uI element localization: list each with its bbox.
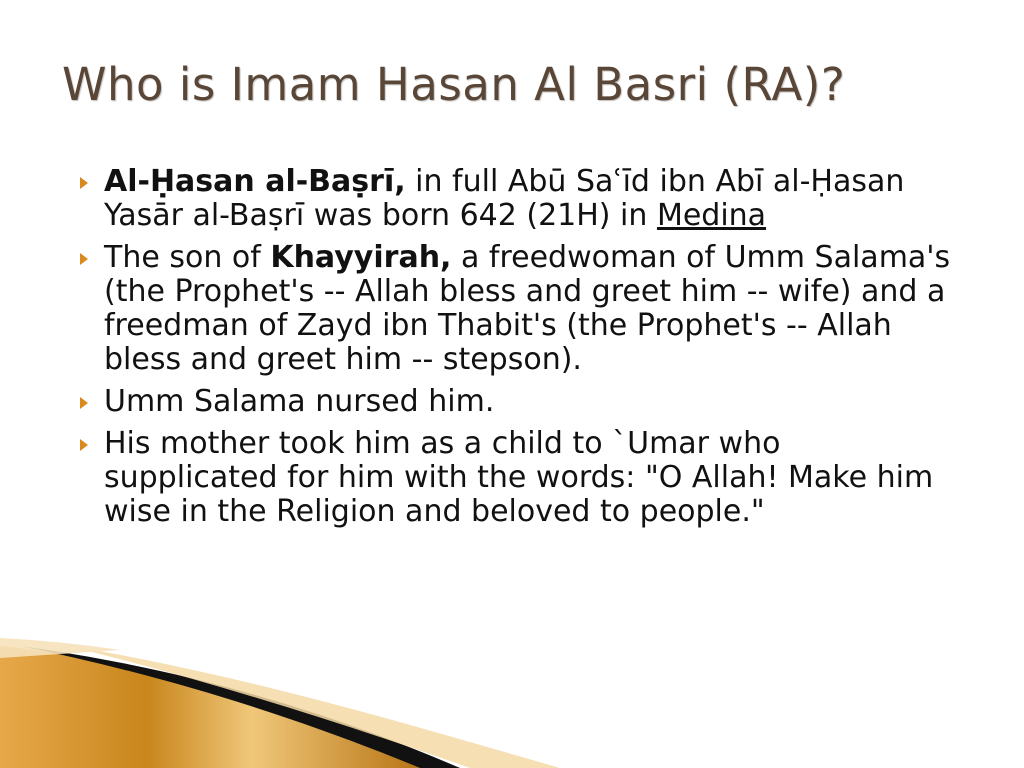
- slide-title: Who is Imam Hasan Al Basri (RA)?: [62, 58, 846, 111]
- arrow-bullet-icon: [80, 253, 88, 265]
- bullet-item-1: [80, 165, 960, 233]
- bullet-1-text: in full Abū Saʿīd ibn Abī al-Ḥasan Yasār al-Baṣrī was born 642 (21H) in: [104, 164, 905, 233]
- gold-swoosh-shape: [0, 646, 420, 768]
- bullet-2-text-a: The son of: [104, 240, 271, 275]
- bullet-1-name: Al-Ḥasan al-Baṣrī,: [104, 164, 406, 199]
- gold-swoosh-decoration: [0, 638, 1024, 768]
- bullet-item-3: [80, 385, 960, 419]
- bullet-3-text: Umm Salama nursed him.: [104, 384, 495, 419]
- arrow-bullet-icon: [80, 439, 88, 451]
- bullet-list: [80, 165, 960, 537]
- bullet-2-name: Khayyirah,: [270, 240, 452, 275]
- arrow-bullet-icon: [80, 397, 88, 409]
- medina-link[interactable]: Medina: [656, 198, 767, 233]
- bullet-item-2: [80, 241, 960, 377]
- arrow-bullet-icon: [80, 177, 88, 189]
- bullet-4-text: His mother took him as a child to `Umar who supplicated for him with the words: "O Allah! Make him wise in the Religion and beloved to people.": [104, 426, 934, 529]
- bullet-item-4: [80, 427, 960, 529]
- bullet-2-text-b: a freedwoman of Umm Salama's (the Prophet's -- Allah bless and greet him -- wife) and a freedman of Zayd ibn Thabit's (the Prophet's -- Allah bless and greet him -- stepson).: [104, 240, 951, 377]
